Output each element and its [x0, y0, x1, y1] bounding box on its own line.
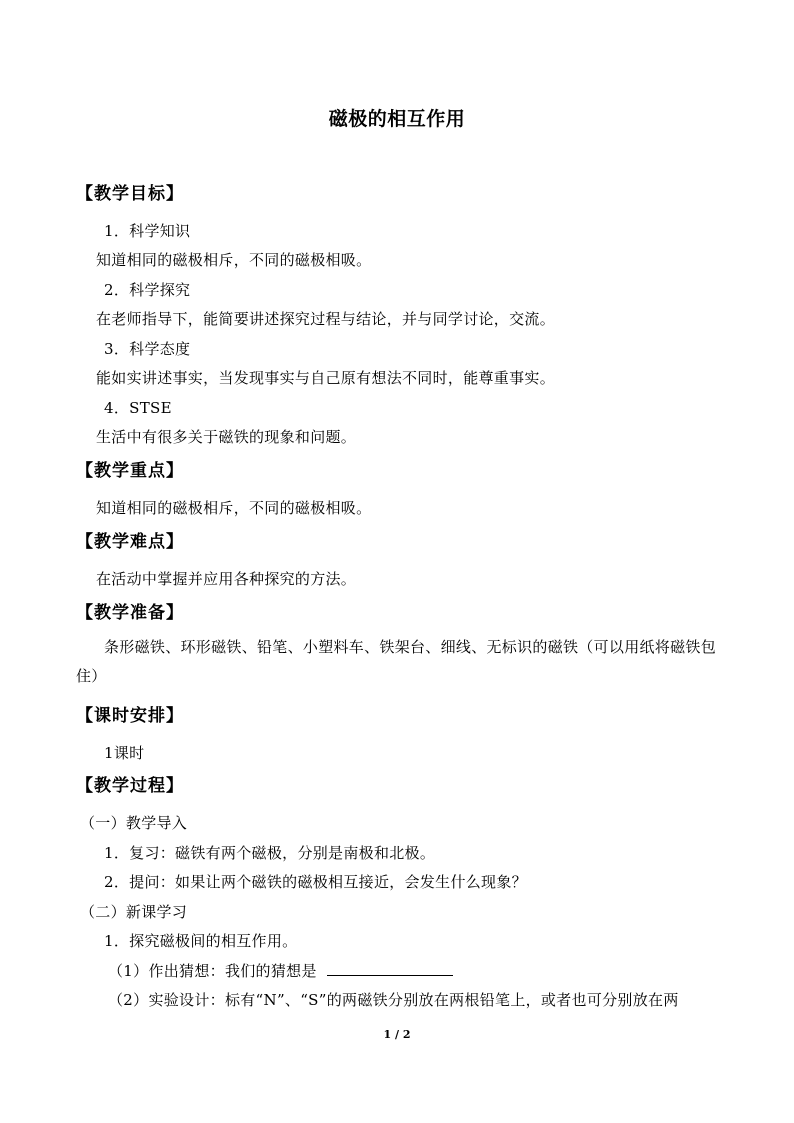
goals-heading: 【教学目标】: [76, 184, 184, 204]
preparation-text: 条形磁铁、环形磁铁、铅笔、小塑料车、铁架台、细线、无标识的磁铁（可以用纸将磁铁包住）: [76, 638, 717, 685]
goal-1-label: 1．科学知识: [104, 222, 191, 240]
process-part2-item-1: 1．探究磁极间的相互作用。: [104, 932, 298, 950]
process-heading: 【教学过程】: [76, 776, 184, 796]
schedule-heading: 【课时安排】: [76, 706, 184, 726]
goal-3-label: 3．科学态度: [104, 340, 191, 358]
process-part1-item-1: 1．复习：磁铁有两个磁极，分别是南极和北极。: [104, 844, 436, 862]
guess-answer-blank: [327, 961, 453, 976]
process-part2-label: （二）新课学习: [80, 903, 188, 921]
difficulties-text: 在活动中掌握并应用各种探究的方法。: [96, 570, 357, 588]
goal-4-text: 生活中有很多关于磁铁的现象和问题。: [96, 428, 357, 446]
process-part2-sub-2: （2）实验设计：标有“N”、“S”的两磁铁分别放在两根铅笔上，或者也可分别放在两: [108, 991, 679, 1009]
difficulties-heading: 【教学难点】: [76, 532, 184, 552]
schedule-text: 1课时: [104, 744, 145, 762]
process-part1-item-2: 2．提问：如果让两个磁铁的磁极相互接近，会发生什么现象？: [104, 873, 527, 891]
goal-2-label: 2．科学探究: [104, 281, 191, 299]
guess-prompt: （1）作出猜想：我们的猜想是: [108, 962, 317, 980]
page-title: 磁极的相互作用: [328, 108, 466, 130]
preparation-heading: 【教学准备】: [76, 603, 184, 623]
process-part2-sub-1: [108, 960, 453, 981]
page-number: 1 / 2: [383, 1028, 411, 1041]
key-points-heading: 【教学重点】: [76, 461, 184, 481]
goal-1-text: 知道相同的磁极相斥，不同的磁极相吸。: [96, 251, 372, 269]
process-part1-label: （一）教学导入: [80, 814, 188, 832]
key-points-text: 知道相同的磁极相斥，不同的磁极相吸。: [96, 499, 372, 517]
goal-3-text: 能如实讲述事实，当发现事实与自己原有想法不同时，能尊重事实。: [96, 369, 556, 387]
goal-2-text: 在老师指导下，能简要讲述探究过程与结论，并与同学讨论，交流。: [96, 310, 556, 328]
goal-4-label: 4．STSE: [104, 399, 172, 417]
